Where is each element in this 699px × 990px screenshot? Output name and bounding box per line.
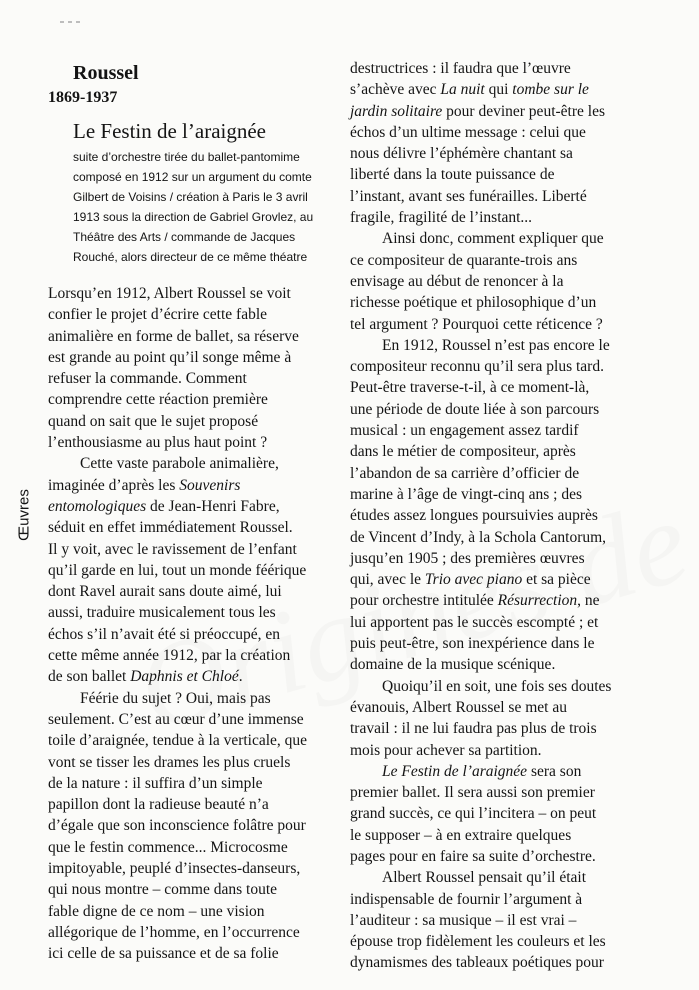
text-line — [350, 271, 645, 292]
text-line — [48, 602, 338, 623]
italic-title-text: Trio avec piano — [424, 571, 523, 589]
text-segment: d’égale que son inconscience folâtre pour — [48, 817, 306, 835]
text-segment: dynamismes des tableaux poétiques pour — [350, 954, 604, 972]
text-segment: de son ballet — [48, 668, 131, 686]
text-segment: confier le projet d’écrire cette fable — [48, 306, 268, 324]
text-segment: refuser la commande. Comment — [48, 370, 247, 388]
text-line — [350, 803, 645, 824]
text-line — [350, 463, 645, 484]
text-line — [350, 250, 645, 271]
text-line — [350, 186, 645, 207]
text-line — [350, 654, 645, 675]
text-segment: Peut-être traverse-t-il, à ce moment-là, — [350, 379, 590, 397]
text-segment: fable digne de ce nom – une vision — [48, 902, 265, 920]
text-line — [350, 58, 645, 79]
text-line — [48, 709, 338, 730]
text-line — [48, 432, 338, 453]
text-line — [350, 867, 645, 888]
subtitle-line: Théâtre des Arts / commande de Jacques — [73, 230, 296, 244]
text-line — [48, 858, 338, 879]
text-line — [48, 752, 338, 773]
text-segment: sera son — [527, 762, 582, 780]
scan-marks — [60, 10, 90, 16]
text-line — [48, 389, 338, 410]
text-line — [350, 761, 645, 782]
text-line — [48, 347, 338, 368]
text-segment: qui nous montre – comme dans toute — [48, 881, 278, 899]
text-segment: richesse poétique et philosophique d’un — [350, 294, 597, 312]
italic-title-text: La nuit — [440, 81, 485, 99]
text-line — [48, 688, 338, 709]
text-segment: et sa pièce — [522, 571, 591, 589]
text-segment: Lorsqu’en 1912, Albert Roussel se voit — [48, 285, 291, 302]
text-segment: destructrices : il faudra que l’œuvre — [350, 60, 571, 77]
section-side-label — [14, 470, 34, 560]
text-line — [350, 612, 645, 633]
text-line — [350, 292, 645, 313]
text-segment: toile d’araignée, tendue à la verticale, que — [48, 732, 308, 750]
text-segment: marine à l’âge de vingt-cinq ans ; des — [350, 485, 582, 503]
text-line — [350, 931, 645, 952]
text-segment: imaginée d’après les — [48, 476, 180, 494]
text-segment: musical : un engagement assez tardif — [350, 422, 579, 440]
text-segment: échos d’un ultime message : celui que — [350, 123, 586, 141]
text-segment: grand succès, ce qui l’incitera – on peut — [350, 805, 597, 823]
text-line — [48, 560, 338, 581]
text-segment: est grande au point qu’il songe même à — [48, 348, 292, 366]
text-segment: dans le métier de compositeur, après — [350, 443, 576, 461]
text-segment: Ainsi donc, comment expliquer que — [382, 230, 604, 248]
text-line — [350, 590, 645, 611]
text-line — [350, 527, 645, 548]
text-line — [350, 718, 645, 739]
text-line — [48, 943, 338, 964]
italic-title-text: entomologiques — [48, 497, 147, 515]
subtitle-line: Gilbert de Voisins / création à Paris le 3 avril — [73, 190, 308, 204]
text-line — [350, 228, 645, 249]
text-line — [48, 837, 338, 858]
section-side-label-text: Œuvres — [15, 489, 33, 541]
text-line — [350, 633, 645, 654]
text-segment: dont Ravel aurait sans doute aimé, lui — [48, 583, 282, 601]
text-line — [350, 441, 645, 462]
text-line — [48, 368, 338, 389]
text-line — [350, 569, 645, 590]
text-line — [350, 846, 645, 867]
text-line — [350, 740, 645, 761]
text-segment: cette même année 1912, par la création — [48, 647, 291, 665]
text-segment: l’abandon de sa carrière d’officier de — [350, 464, 580, 482]
text-line — [48, 666, 338, 687]
text-segment: seulement. C’est au cœur d’une immense — [48, 710, 304, 728]
text-line — [350, 164, 645, 185]
italic-title-text: Souvenirs — [179, 476, 241, 494]
work-subtitle — [73, 147, 341, 267]
text-line — [48, 879, 338, 900]
text-segment: de Vincent d’Indy, à la Schola Cantorum, — [350, 528, 607, 546]
italic-title-text: Le Festin de l’araignée — [382, 762, 528, 780]
text-line — [350, 314, 645, 335]
work-title: Le Festin de l’araignée — [73, 119, 266, 143]
text-segment: évanouis, Albert Roussel se met au — [350, 698, 567, 716]
text-segment: impitoyable, peuplé d’insectes-danseurs, — [48, 860, 301, 878]
text-line — [48, 815, 338, 836]
text-segment: lui apportent pas le succès escompté ; et — [350, 613, 599, 631]
text-segment: pages pour en faire sa suite d’orchestre. — [350, 847, 596, 865]
text-segment: Quoiqu’il en soit, une fois ses doutes — [382, 677, 612, 695]
text-segment: de Jean-Henri Fabre, — [146, 497, 280, 515]
text-line — [48, 645, 338, 666]
italic-title-text: Résurrection — [497, 592, 578, 610]
text-segment: fragile, fragilité de l’instant... — [350, 209, 533, 227]
composer-name: Roussel — [73, 62, 139, 84]
text-segment: qui — [484, 81, 513, 99]
text-segment: s’achève avec — [350, 81, 441, 99]
text-line — [48, 624, 338, 645]
text-line — [350, 782, 645, 803]
text-segment: l’auditeur : sa musique – il est vrai – — [350, 911, 577, 929]
text-line — [350, 676, 645, 697]
text-segment: pour orchestre intitulée — [350, 592, 498, 610]
text-segment: vont se tisser les drames les plus cruels — [48, 753, 291, 771]
text-segment: que le festin commence... Microcosme — [48, 838, 288, 856]
text-segment: quand on sait que le sujet proposé — [48, 412, 259, 430]
text-line — [48, 794, 338, 815]
text-line — [48, 304, 338, 325]
text-segment: comprendre cette réaction première — [48, 391, 268, 409]
italic-title-text: Daphnis et Chloé — [130, 668, 239, 686]
text-line — [48, 453, 338, 474]
text-line — [48, 773, 338, 794]
text-line — [350, 207, 645, 228]
text-line — [48, 496, 338, 517]
text-line — [48, 411, 338, 432]
text-segment: une période de doute liée à son parcours — [350, 400, 600, 418]
text-segment: Cette vaste parabole animalière, — [80, 455, 279, 473]
text-segment: animalière en forme de ballet, sa réserve — [48, 327, 299, 345]
text-segment: mois pour achever sa partition. — [350, 741, 542, 759]
text-segment: En 1912, Roussel n’est pas encore le — [382, 336, 610, 354]
text-segment: l’instant, avant ses funérailles. Liberté — [350, 187, 587, 205]
text-line — [350, 356, 645, 377]
text-line — [48, 922, 338, 943]
text-segment: Albert Roussel pensait qu’il était — [382, 869, 587, 887]
text-line — [350, 505, 645, 526]
text-segment: . — [238, 668, 243, 686]
text-line — [350, 335, 645, 356]
text-segment: le supposer – à en extraire quelques — [350, 826, 572, 844]
left-body-text — [48, 283, 338, 965]
text-line — [48, 581, 338, 602]
text-segment: , ne — [577, 592, 600, 610]
text-segment: épouse trop fidèlement les couleurs et les — [350, 933, 606, 951]
subtitle-line: suite d’orchestre tirée du ballet-pantomime — [73, 150, 300, 164]
text-line — [350, 122, 645, 143]
text-line — [48, 539, 338, 560]
composer-dates: 1869-1937 — [48, 89, 118, 106]
text-line — [350, 548, 645, 569]
text-segment: nous délivre l’éphémère chantant sa — [350, 145, 573, 163]
text-line — [350, 910, 645, 931]
text-line — [350, 484, 645, 505]
text-segment: pour deviner peut-être les — [442, 102, 605, 120]
text-segment: l’enthousiasme au plus haut point ? — [48, 434, 268, 452]
text-line — [350, 825, 645, 846]
text-line — [350, 377, 645, 398]
text-segment: Il y voit, avec le ravissement de l’enfant — [48, 540, 297, 558]
text-line — [350, 101, 645, 122]
text-line — [48, 517, 338, 538]
text-segment: études assez longues poursuivies auprès — [350, 507, 598, 525]
text-segment: ici celle de sa puissance et de sa folie — [48, 945, 279, 963]
text-segment: allégorique de l’homme, en l’occurrence — [48, 923, 300, 941]
text-line — [48, 901, 338, 922]
text-segment: qui, avec le — [350, 571, 425, 589]
text-segment: ce compositeur de quarante-trois ans — [350, 251, 578, 269]
text-line — [350, 889, 645, 910]
text-segment: échos s’il n’avait été si préoccupé, en — [48, 625, 280, 643]
text-segment: de la nature : il suffira d’un simple — [48, 774, 263, 792]
text-segment: indispensable de fournir l’argument à — [350, 890, 583, 908]
text-line — [48, 283, 338, 304]
text-segment: Féérie du sujet ? Oui, mais pas — [80, 689, 271, 707]
right-column — [350, 58, 645, 974]
text-segment: qu’il garde en lui, tout un monde féérique — [48, 561, 307, 579]
text-segment: papillon dont la radieuse beauté n’a — [48, 796, 269, 814]
text-segment: tel argument ? Pourquoi cette réticence ? — [350, 315, 603, 333]
text-line — [48, 326, 338, 347]
text-line — [350, 952, 645, 973]
left-column — [48, 60, 338, 965]
text-segment: aussi, traduire musicalement tous les — [48, 604, 276, 622]
text-line — [350, 697, 645, 718]
subtitle-line: 1913 sous la direction de Gabriel Grovlez, au — [73, 210, 314, 224]
text-line — [350, 420, 645, 441]
text-line — [350, 399, 645, 420]
text-segment: puis peut-être, son inexpérience dans le — [350, 635, 595, 653]
text-line — [48, 475, 338, 496]
text-line — [48, 730, 338, 751]
subtitle-line: Rouché, alors directeur de ce même théatre — [73, 250, 308, 264]
text-segment: travail : il ne lui faudra pas plus de trois — [350, 720, 597, 738]
text-segment: séduit en effet immédiatement Roussel. — [48, 519, 293, 537]
subtitle-line: composé en 1912 sur un argument du comte — [73, 170, 312, 184]
text-segment: compositeur reconnu qu’il sera plus tard. — [350, 358, 604, 376]
text-segment: liberté dans la toute puissance de — [350, 166, 555, 184]
text-segment: premier ballet. Il sera aussi son premier — [350, 784, 595, 802]
italic-title-text: jardin solitaire — [350, 102, 443, 120]
text-segment: envisage au début de renoncer à la — [350, 272, 564, 290]
italic-title-text: tombe sur le — [512, 81, 589, 99]
text-line — [350, 79, 645, 100]
text-segment: jusqu’en 1905 ; des premières œuvres — [350, 549, 585, 567]
text-line — [350, 143, 645, 164]
right-body-text — [350, 58, 645, 974]
text-segment: domaine de la musique scénique. — [350, 656, 556, 674]
